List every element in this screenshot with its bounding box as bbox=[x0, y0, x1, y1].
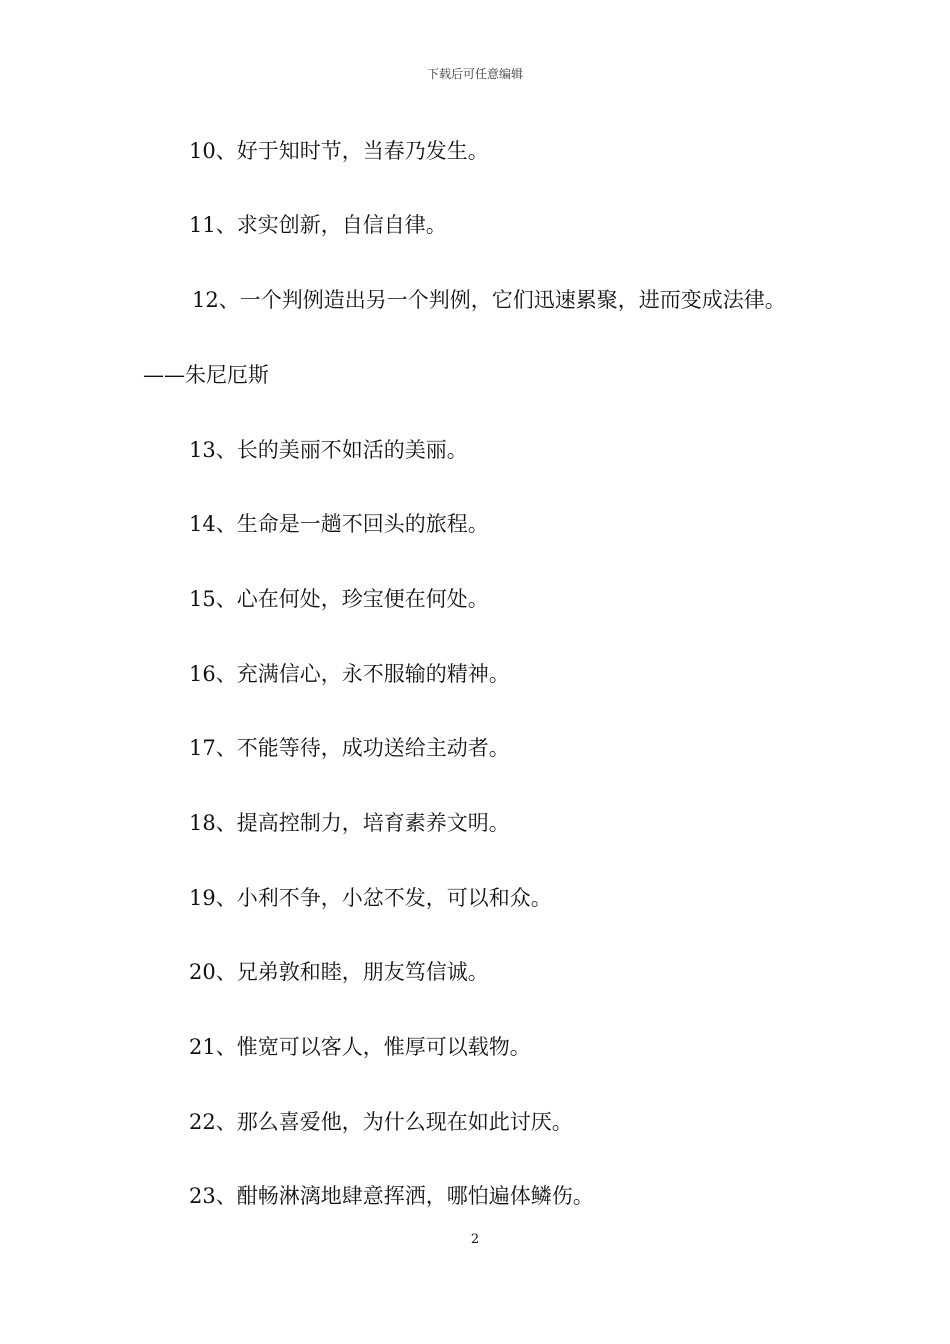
quote-line-21: 21、惟宽可以客人，惟厚可以载物。 bbox=[189, 1035, 531, 1059]
quote-line-11: 11、求实创新，自信自律。 bbox=[189, 213, 447, 237]
quote-line-22: 22、那么喜爱他，为什么现在如此讨厌。 bbox=[189, 1110, 573, 1134]
quote-line-16: 16、充满信心，永不服输的精神。 bbox=[189, 662, 510, 686]
quote-line-12: 12、一个判例造出另一个判例，它们迅速累聚，进而变成法律。 bbox=[192, 288, 786, 312]
page-header: 下载后可任意编辑 bbox=[426, 67, 523, 81]
quote-line-18: 18、提高控制力，培育素养文明。 bbox=[189, 811, 510, 835]
quote-line-20: 20、兄弟敦和睦，朋友笃信诚。 bbox=[189, 960, 489, 984]
quote-line-13: 13、长的美丽不如活的美丽。 bbox=[189, 438, 468, 462]
quote-line-23: 23、酣畅淋漓地肆意挥洒，哪怕遍体鳞伤。 bbox=[189, 1184, 594, 1208]
page-number: 2 bbox=[470, 1232, 480, 1247]
quote-line-15: 15、心在何处，珍宝便在何处。 bbox=[189, 587, 489, 611]
quote-line-10: 10、好于知时节，当春乃发生。 bbox=[189, 139, 489, 163]
quote-attribution: ——朱尼厄斯 bbox=[143, 363, 269, 387]
quote-line-19: 19、小利不争，小忿不发，可以和众。 bbox=[189, 886, 552, 910]
quote-line-14: 14、生命是一趟不回头的旅程。 bbox=[189, 512, 489, 536]
quote-line-17: 17、不能等待，成功送给主动者。 bbox=[189, 736, 510, 760]
